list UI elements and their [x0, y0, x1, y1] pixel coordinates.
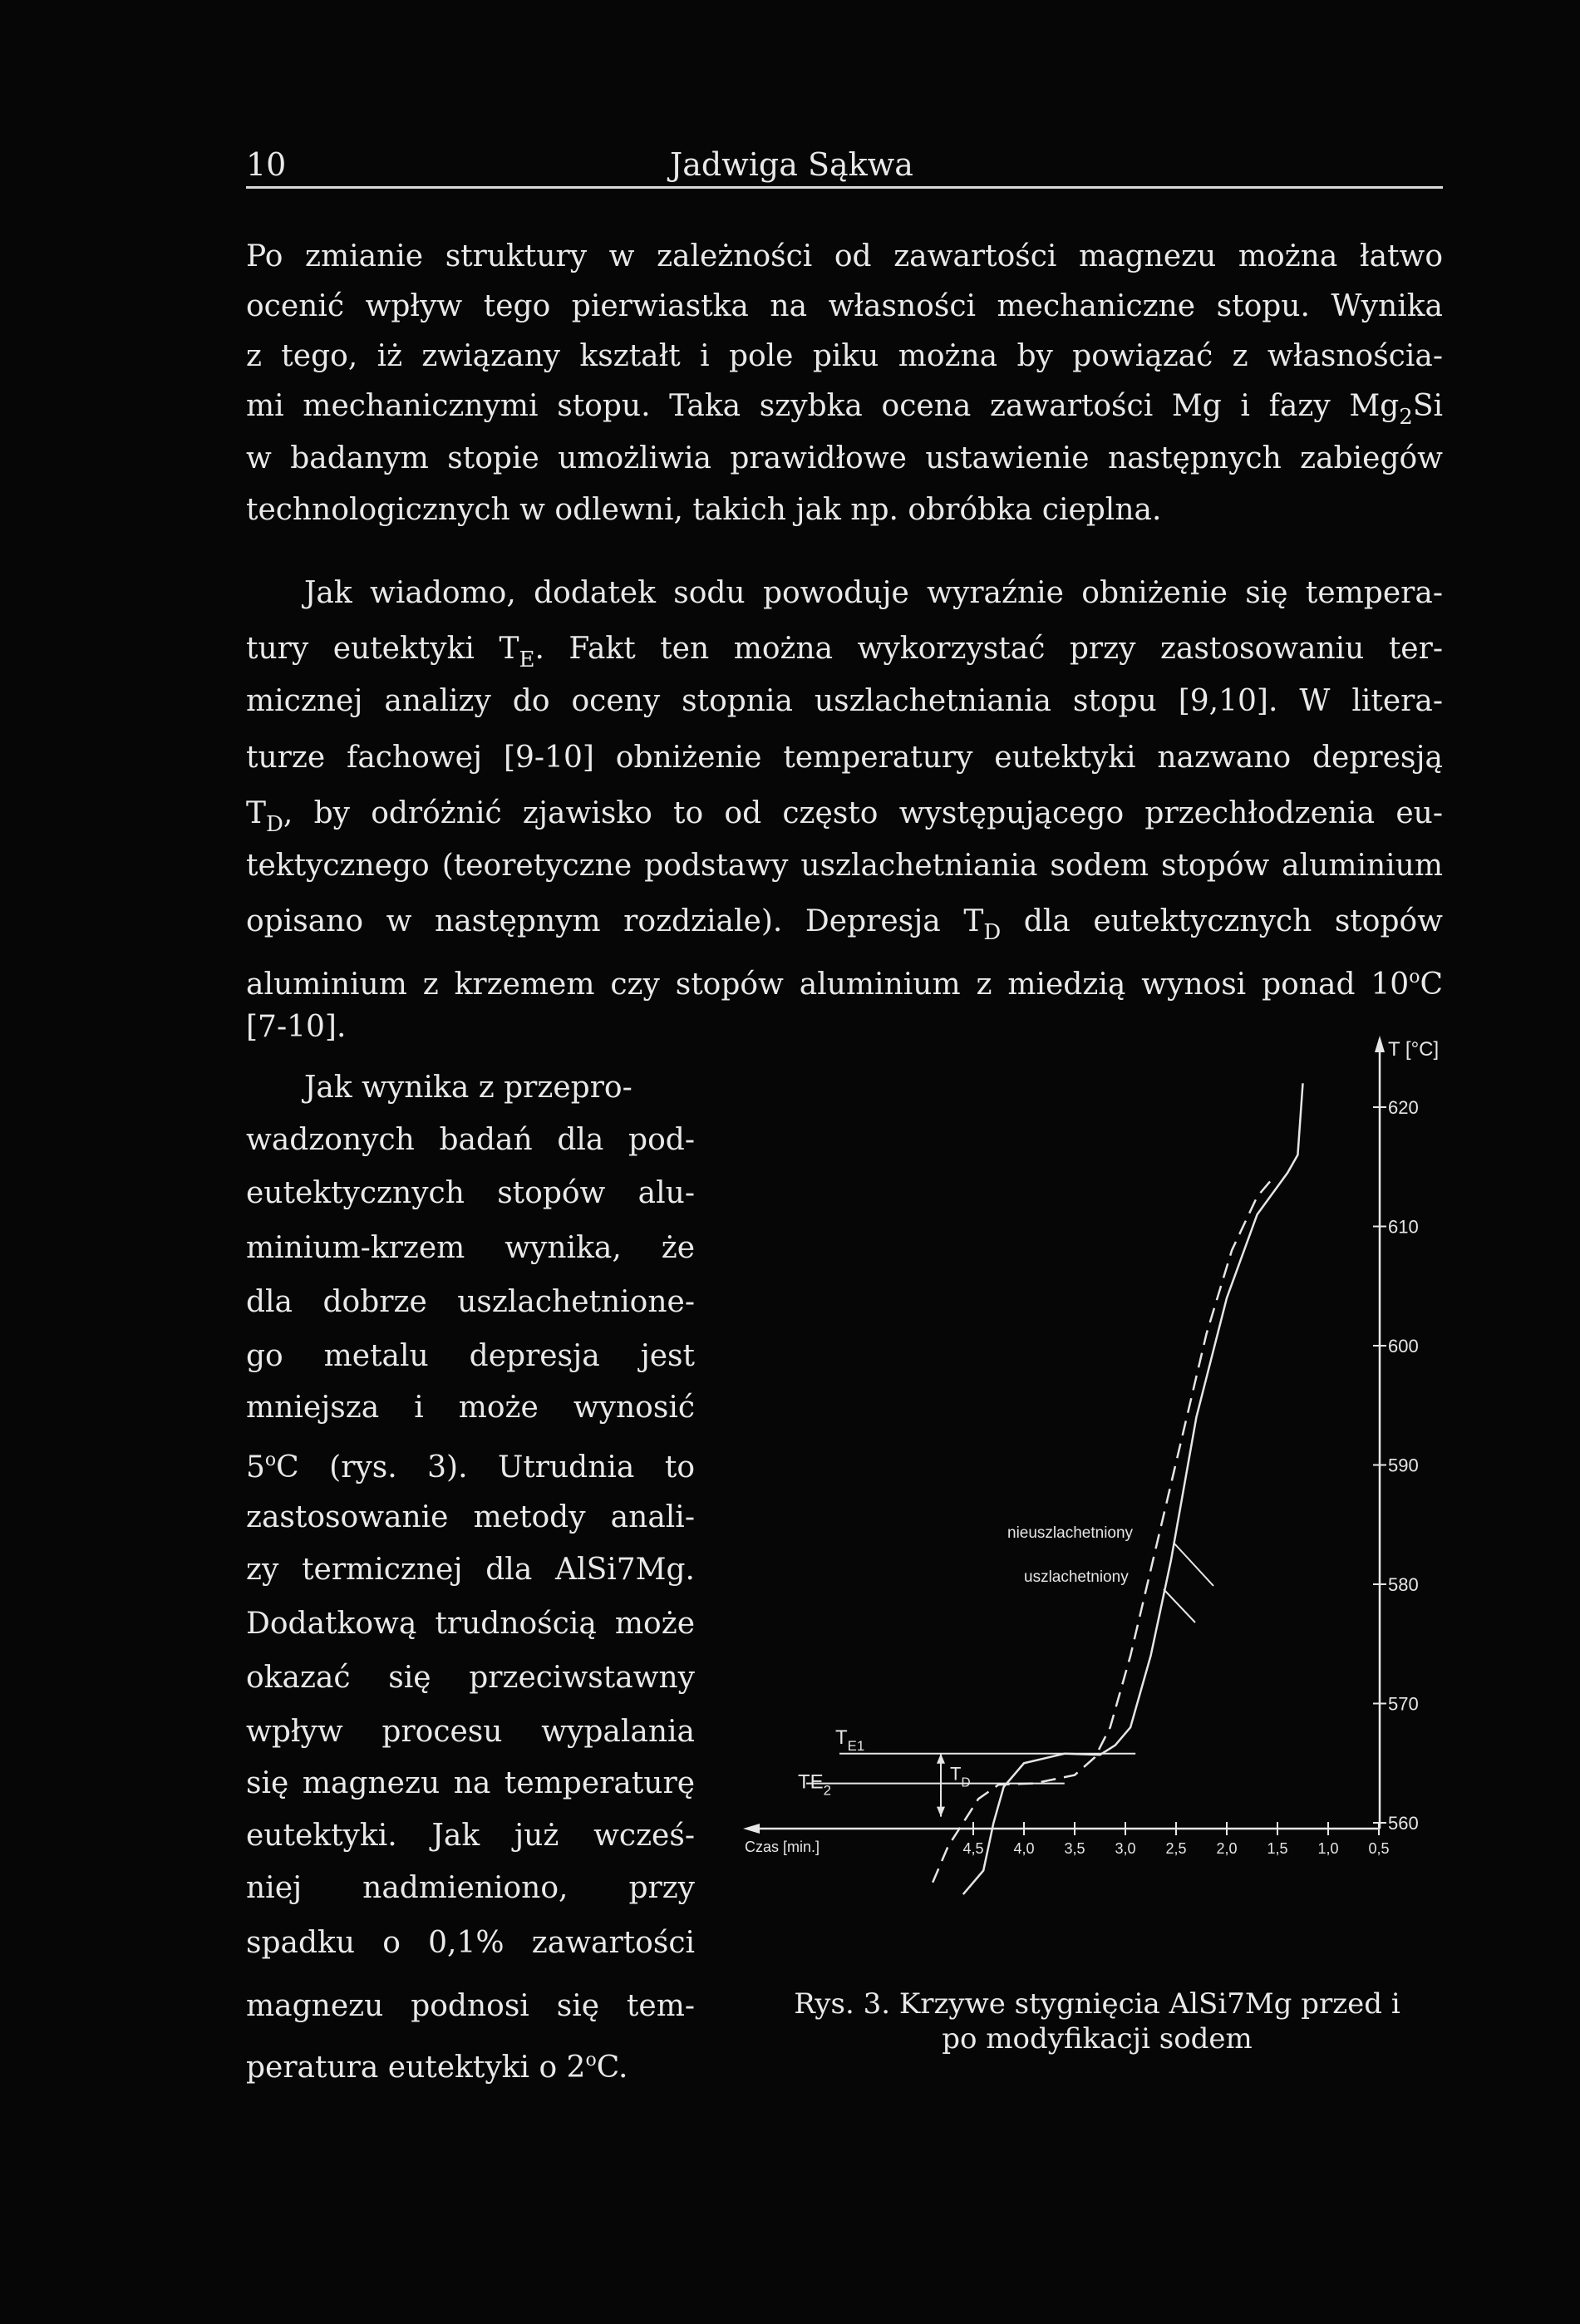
p3-line-14: się magnezu na temperaturę	[246, 1766, 695, 1800]
p1-line-5: w badanym stopie umożliwia prawidłowe ustawienie następnych zabiegów	[246, 441, 1443, 475]
p3-line-7: mniejsza i może wynosić	[246, 1391, 695, 1425]
label-modified: uszlachetniony	[1024, 1568, 1129, 1586]
p3-line-1: Jak wynika z przepro-	[304, 1071, 632, 1105]
p2-line-2: tury eutektyki $T_E$. Fakt ten można wykorzystać przy zastosowaniu ter-	[246, 632, 1443, 672]
p1-line-1: Po zmianie struktury w zależności od zawartości magnezu można łatwo	[246, 239, 1443, 273]
p1-line-6: technologicznych w odlewni, takich jak np. obróbka cieplna.	[246, 493, 1162, 527]
te1-label: $T_{E1}$	[835, 1726, 865, 1754]
p1-line-4: mi mechanicznymi stopu. Taka szybka ocena zawartości Mg i fazy $Mg_2Si$	[246, 389, 1443, 430]
p3-line-6: go metalu depresja jest	[246, 1339, 695, 1373]
page-number: 10	[246, 146, 287, 183]
p3-line-5: dla dobrze uszlachetnione-	[246, 1285, 695, 1319]
p3-line-16: niej nadmieniono, przy	[246, 1871, 695, 1905]
y-tick-label-610: 610	[1388, 1216, 1419, 1238]
p1-line-3: z tego, iż związany kształt i pole piku można by powiązać z własnościa-	[246, 339, 1443, 373]
p3-line-11: Dodatkową trudnością może	[246, 1607, 695, 1641]
p3-line-3: eutektycznych stopów alu-	[246, 1176, 695, 1210]
y-tick-label-590: 590	[1388, 1455, 1419, 1476]
p2-line-1: Jak wiadomo, dodatek sodu powoduje wyraźnie obniżenie się tempera-	[304, 576, 1443, 610]
p2-line-9: [7-10].	[246, 1010, 347, 1044]
leader-modified	[1164, 1589, 1195, 1622]
x-tick-label-2,5: 2,5	[1165, 1840, 1187, 1857]
running-title: Jadwiga Sąkwa	[670, 146, 913, 183]
y-tick-label-600: 600	[1388, 1336, 1419, 1356]
p2-line-3: micznej analizy do oceny stopnia uszlachetniania stopu [9,10]. W litera-	[246, 684, 1443, 718]
label-unmodified: nieuszlachetniony	[1007, 1524, 1134, 1542]
leader-unmodified	[1174, 1543, 1213, 1586]
p3-line-2: wadzonych badań dla pod-	[246, 1123, 695, 1157]
p2-line-8: aluminium z krzemem czy stopów aluminium z miedzią wynosi ponad 10$^o$C	[246, 967, 1443, 1002]
x-tick-label-0,5: 0,5	[1368, 1840, 1390, 1857]
y-tick-label-570: 570	[1388, 1693, 1419, 1715]
y-tick-label-580: 580	[1388, 1574, 1419, 1595]
p3-line-4: minium-krzem wynika, że	[246, 1231, 695, 1265]
p3-line-9: zastosowanie metody anali-	[246, 1500, 695, 1534]
p3-line-8: 5$^o$C (rys. 3). Utrudnia to	[246, 1450, 695, 1485]
p3-line-15: eutektyki. Jak już wcześ-	[246, 1819, 695, 1853]
x-tick-label-4,5: 4,5	[962, 1840, 984, 1857]
p2-line-6: tektycznego (teoretyczne podstawy uszlachetniania sodem stopów aluminium	[246, 849, 1443, 883]
cooling-curve-unmodified	[963, 1083, 1303, 1894]
x-axis-arrow	[743, 1824, 760, 1834]
td-arrow-bottom	[937, 1807, 945, 1817]
caption-line-1: Rys. 3. Krzywe stygnięcia AlSi7Mg przed i	[794, 1987, 1400, 2021]
p3-line-12: okazać się przeciwstawny	[246, 1661, 695, 1695]
x-axis-label: Czas [min.]	[745, 1839, 820, 1855]
x-tick-label-2,0: 2,0	[1216, 1840, 1238, 1857]
x-tick-label-3,0: 3,0	[1115, 1840, 1136, 1857]
p3-line-19: peratura eutektyki o 2$^o$C.	[246, 2050, 628, 2085]
p2-line-7: opisano w następnym rozdziale). Depresja $T_D$ dla eutektycznych stopów	[246, 904, 1443, 945]
y-axis-label: T [°C]	[1388, 1038, 1440, 1061]
y-axis-arrow	[1375, 1036, 1385, 1052]
te2-label: $TE_2$	[798, 1770, 832, 1799]
y-tick-label-560: 560	[1388, 1813, 1419, 1834]
figure-cooling-curves	[715, 997, 1479, 1857]
p1-line-2: ocenić wpływ tego pierwiastka na własności mechaniczne stopu. Wynika	[246, 289, 1443, 323]
p2-line-5: $T_D$, by odróżnić zjawisko to od często występującego przechłodzenia eu-	[246, 796, 1443, 837]
x-tick-label-4,0: 4,0	[1013, 1840, 1035, 1857]
caption-line-2: po modyfikacji sodem	[942, 2022, 1253, 2056]
y-tick-label-620: 620	[1388, 1097, 1419, 1118]
x-tick-label-1,5: 1,5	[1267, 1840, 1288, 1857]
p3-line-18: magnezu podnosi się tem-	[246, 1989, 695, 2023]
cooling-curve-chart	[715, 997, 1479, 1857]
figure-caption	[715, 1987, 1479, 2056]
td-label: $T_D$	[950, 1763, 971, 1790]
p3-line-13: wpływ procesu wypalania	[246, 1715, 695, 1749]
x-tick-label-1,0: 1,0	[1317, 1840, 1339, 1857]
x-tick-label-3,5: 3,5	[1064, 1840, 1085, 1857]
td-arrow-top	[937, 1754, 945, 1764]
p3-line-17: spadku o 0,1% zawartości	[246, 1926, 695, 1960]
p2-line-4: turze fachowej [9-10] obniżenie temperatury eutektyki nazwano depresją	[246, 741, 1443, 775]
p3-line-10: zy termicznej dla AlSi7Mg.	[246, 1553, 695, 1587]
page-header	[246, 146, 1443, 189]
